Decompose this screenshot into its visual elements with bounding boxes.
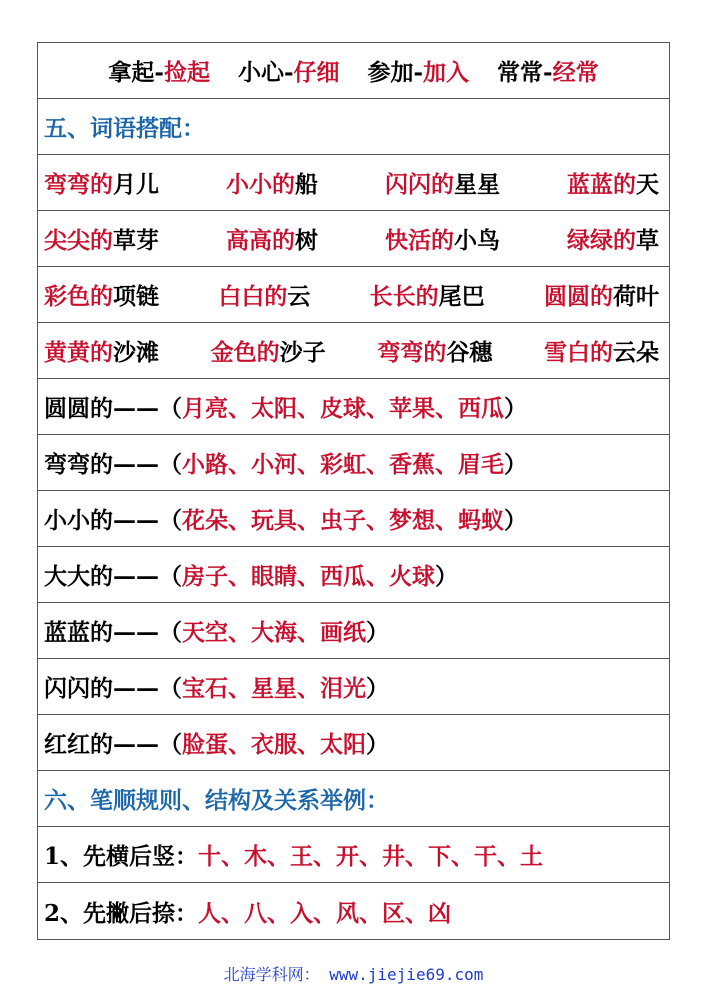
phrase: 绿绿的草 — [567, 227, 659, 254]
phrase: 金色的沙子 — [210, 339, 326, 366]
synonym-pair: 常常-经常 — [497, 59, 599, 86]
match-row: 圆圆的——（ 月亮、太阳、皮球、苹果、西瓜 ） — [38, 379, 669, 435]
section-heading-5: 五、词语搭配： — [38, 99, 669, 155]
synonym-pair: 拿起-捡起 — [108, 59, 210, 86]
match-row: 小小的——（ 花朵、玩具、虫子、梦想、蚂蚁 ） — [38, 491, 669, 547]
section-heading-6: 六、笔顺规则、结构及关系举例： — [38, 771, 669, 827]
phrase-row — [38, 323, 669, 379]
stroke-rule-row: 1、先横后竖： 十、木、王、开、井、下、干、土 — [38, 827, 669, 883]
phrase: 闪闪的星星 — [385, 171, 500, 198]
phrase: 尖尖的草芽 — [44, 227, 159, 254]
phrase: 弯弯的月儿 — [44, 171, 159, 198]
phrase: 蓝蓝的天 — [567, 171, 659, 198]
phrase: 彩色的项链 — [44, 283, 159, 310]
phrase: 圆圆的荷叶 — [543, 283, 659, 310]
synonym-row — [38, 43, 669, 99]
footer-site-link[interactable]: 北海学科网： www.jiejie69.com — [223, 965, 484, 984]
phrase: 弯弯的谷穗 — [377, 339, 493, 366]
match-row: 闪闪的——（ 宝石、星星、泪光 ） — [38, 659, 669, 715]
phrase: 白白的云 — [218, 283, 311, 310]
phrase: 黄黄的沙滩 — [44, 339, 159, 366]
phrase: 高高的树 — [226, 227, 318, 254]
match-row: 弯弯的——（ 小路、小河、彩虹、香蕉、眉毛 ） — [38, 435, 669, 491]
synonym-pair: 参加-加入 — [367, 59, 470, 86]
phrase: 长长的尾巴 — [369, 283, 485, 310]
stroke-rule-row: 2、先撇后捺： 人、八、入、风、区、凶 — [44, 899, 452, 927]
phrase-row — [38, 211, 669, 267]
phrase: 快活的小鸟 — [385, 227, 500, 254]
match-row: 蓝蓝的——（ 天空、大海、画纸 ） — [38, 603, 669, 659]
worksheet-table — [37, 42, 670, 940]
match-row: 红红的——（ 脸蛋、衣服、太阳 ） — [38, 715, 669, 771]
phrase-row — [38, 267, 669, 323]
match-row: 大大的——（ 房子、眼睛、西瓜、火球 ） — [38, 547, 669, 603]
phrase: 雪白的云朵 — [543, 339, 659, 366]
synonym-pair: 小心-仔细 — [237, 59, 340, 86]
phrase-row — [38, 155, 669, 211]
phrase: 小小的船 — [226, 171, 318, 198]
